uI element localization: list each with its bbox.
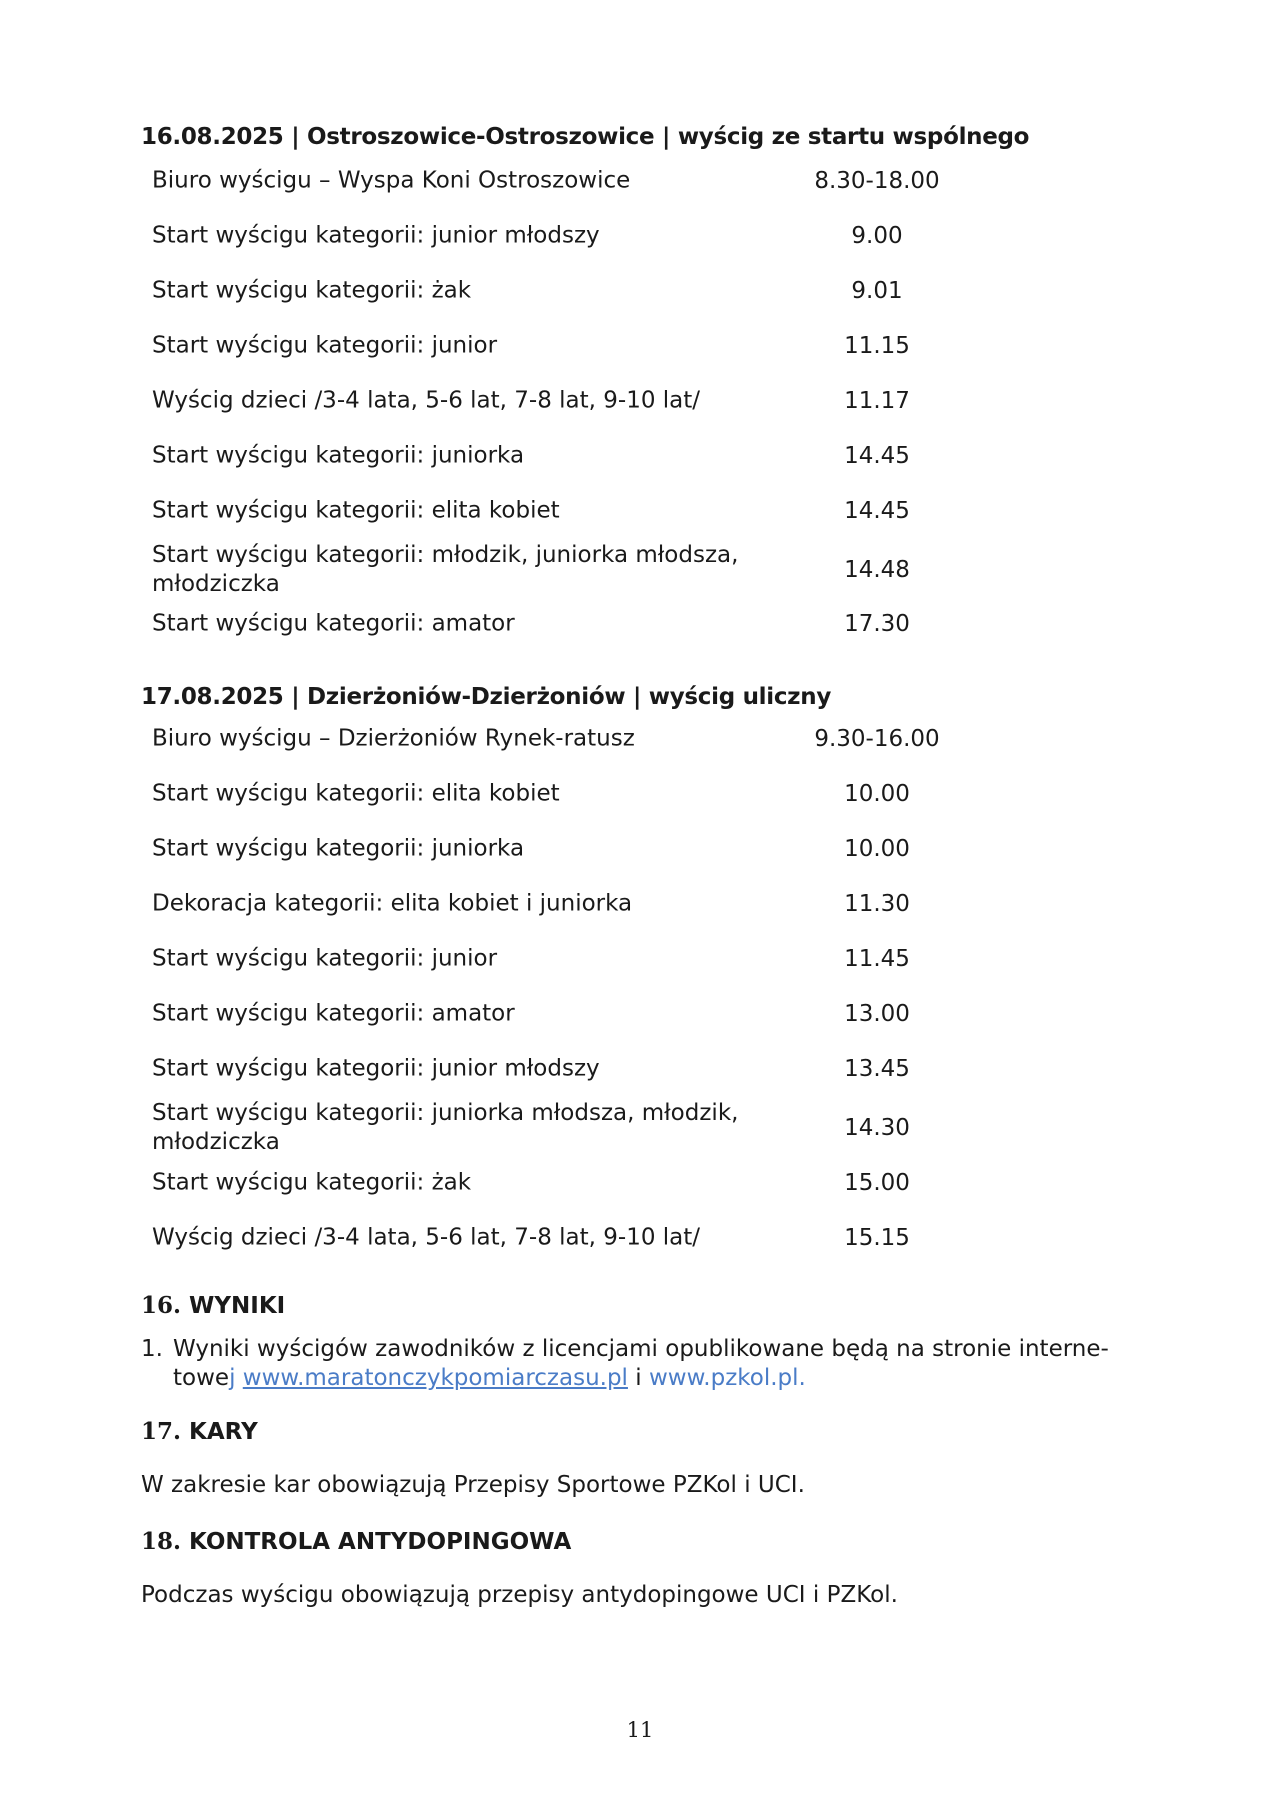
row-time: 9.01 bbox=[851, 278, 903, 304]
link-prefix: j bbox=[229, 1365, 243, 1391]
schedule-day2-title: 17.08.2025 | Dzierżoniów-Dzierżoniów | wyścig uliczny bbox=[141, 684, 832, 710]
schedule-row bbox=[152, 1163, 972, 1203]
conjunction: i bbox=[627, 1365, 649, 1391]
schedule-row bbox=[152, 994, 972, 1034]
section-number: 18. bbox=[141, 1528, 182, 1555]
pzkol-link[interactable]: www.pzkol.pl. bbox=[648, 1365, 806, 1391]
row-label: Start wyścigu kategorii: elita kobiet bbox=[152, 780, 560, 807]
schedule-row bbox=[152, 719, 972, 759]
schedule-row bbox=[152, 1098, 972, 1158]
row-time: 17.30 bbox=[844, 611, 910, 637]
maratonczyk-link[interactable]: www.maratonczykpomiarczasu.pl bbox=[242, 1365, 628, 1391]
section-16-heading bbox=[141, 1292, 285, 1319]
row-label: Start wyścigu kategorii: amator bbox=[152, 1000, 515, 1027]
section-number: 16. bbox=[141, 1292, 182, 1319]
row-label: Start wyścigu kategorii: junior bbox=[152, 945, 498, 972]
section-title: KONTROLA ANTYDOPINGOWA bbox=[189, 1529, 572, 1555]
section-title: WYNIKI bbox=[189, 1293, 286, 1319]
row-time: 11.30 bbox=[844, 891, 910, 917]
row-label: Start wyścigu kategorii: żak bbox=[152, 277, 472, 304]
schedule-row bbox=[152, 491, 972, 531]
row-time: 13.45 bbox=[844, 1056, 910, 1082]
schedule-row bbox=[152, 1049, 972, 1089]
schedule-row bbox=[152, 161, 972, 201]
row-time: 14.45 bbox=[844, 443, 910, 469]
row-time: 15.15 bbox=[844, 1225, 910, 1251]
row-label: Biuro wyścigu – Dzierżoniów Rynek-ratusz bbox=[152, 725, 635, 752]
row-label: Start wyścigu kategorii: juniorka bbox=[152, 835, 525, 862]
schedule-row bbox=[152, 326, 972, 366]
list-item-number: 1. bbox=[141, 1336, 163, 1362]
schedule-row bbox=[152, 436, 972, 476]
schedule-row bbox=[152, 271, 972, 311]
row-label: Start wyścigu kategorii: juniorka bbox=[152, 442, 525, 469]
schedule-row bbox=[152, 1218, 972, 1258]
penalties-paragraph: W zakresie kar obowiązują Przepisy Sportowe PZKol i UCI. bbox=[141, 1472, 805, 1498]
row-time: 9.30-16.00 bbox=[814, 726, 940, 752]
row-label: Wyścig dzieci /3-4 lata, 5-6 lat, 7-8 lat, 9-10 lat/ bbox=[152, 1224, 701, 1251]
row-time: 15.00 bbox=[844, 1170, 910, 1196]
schedule-row bbox=[152, 829, 972, 869]
row-label: Start wyścigu kategorii: elita kobiet bbox=[152, 497, 560, 524]
row-label: Start wyścigu kategorii: junior młodszy bbox=[152, 1055, 600, 1082]
row-label: Wyścig dzieci /3-4 lata, 5-6 lat, 7-8 lat, 9-10 lat/ bbox=[152, 387, 701, 414]
results-text: Wyniki wyścigów zawodników z licencjami opublikowane będą na stronie interne-towe bbox=[173, 1336, 1109, 1391]
list-item-text bbox=[173, 1335, 1131, 1393]
row-label: Start wyścigu kategorii: juniorka młodsza, młodzik, młodziczka bbox=[152, 1100, 739, 1155]
schedule-row bbox=[152, 939, 972, 979]
row-time: 8.30-18.00 bbox=[814, 168, 940, 194]
page-number: 11 bbox=[626, 1718, 654, 1742]
schedule-row bbox=[152, 884, 972, 924]
schedule-day1-title: 16.08.2025 | Ostroszowice-Ostroszowice | wyścig ze startu wspólnego bbox=[141, 124, 1030, 150]
row-label: Start wyścigu kategorii: żak bbox=[152, 1169, 472, 1196]
row-time: 14.30 bbox=[844, 1115, 910, 1141]
row-label: Start wyścigu kategorii: junior bbox=[152, 332, 498, 359]
row-label: Biuro wyścigu – Wyspa Koni Ostroszowice bbox=[152, 167, 631, 194]
row-label: Start wyścigu kategorii: amator bbox=[152, 610, 515, 637]
section-18-heading bbox=[141, 1528, 571, 1555]
row-time: 14.45 bbox=[844, 498, 910, 524]
row-time: 9.00 bbox=[851, 223, 903, 249]
row-time: 10.00 bbox=[844, 836, 910, 862]
row-time: 11.45 bbox=[844, 946, 910, 972]
section-number: 17. bbox=[141, 1418, 182, 1445]
row-time: 14.48 bbox=[844, 557, 910, 583]
row-time: 11.15 bbox=[844, 333, 910, 359]
row-label: Dekoracja kategorii: elita kobiet i juniorka bbox=[152, 890, 633, 917]
row-time: 11.17 bbox=[844, 388, 910, 414]
list-item bbox=[141, 1335, 1131, 1393]
schedule-row bbox=[152, 604, 972, 644]
row-label: Start wyścigu kategorii: młodzik, juniorka młodsza, młodziczka bbox=[152, 542, 739, 597]
row-time: 13.00 bbox=[844, 1001, 910, 1027]
schedule-row bbox=[152, 216, 972, 256]
schedule-row bbox=[152, 774, 972, 814]
antidoping-paragraph: Podczas wyścigu obowiązują przepisy antydopingowe UCI i PZKol. bbox=[141, 1582, 898, 1608]
schedule-row bbox=[152, 540, 972, 600]
schedule-row bbox=[152, 381, 972, 421]
section-17-heading bbox=[141, 1418, 258, 1445]
row-label: Start wyścigu kategorii: junior młodszy bbox=[152, 222, 600, 249]
row-time: 10.00 bbox=[844, 781, 910, 807]
section-title: KARY bbox=[189, 1419, 258, 1445]
